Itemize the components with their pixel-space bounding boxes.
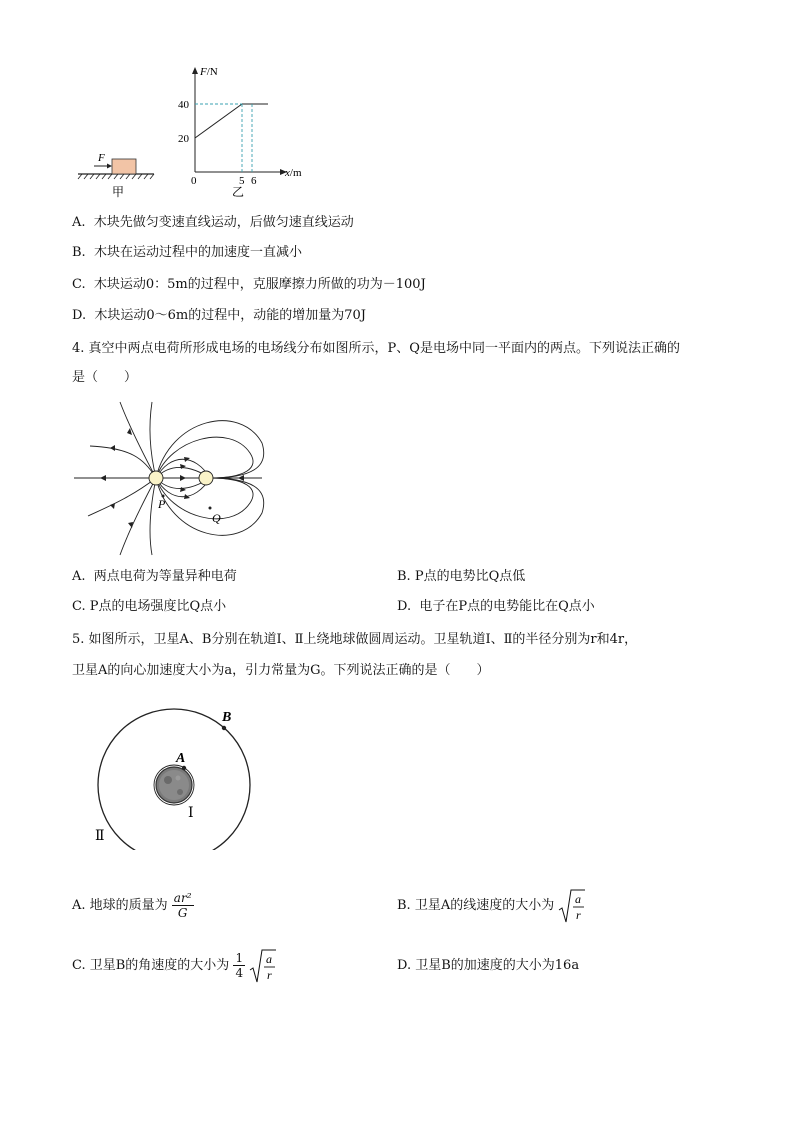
q4-stem-line2: 是（ ） bbox=[72, 370, 138, 385]
svg-text:x/m bbox=[284, 167, 302, 179]
orbit-1-label: Ⅰ bbox=[188, 806, 194, 821]
satellite-a-label: A bbox=[176, 751, 186, 766]
q5-option-b: B. 卫星A的线速度的大小为 a r bbox=[397, 886, 586, 926]
q3-option-a: A. 木块先做匀变速直线运动，后做匀速直线运动 bbox=[72, 215, 354, 230]
q5-option-c: C. 卫星B的角速度的大小为 $\frac{1}{4}$ a r bbox=[72, 946, 277, 986]
q4-option-a: A. 两点电荷为等量异种电荷 bbox=[72, 569, 237, 584]
q5-option-a: A. 地球的质量为 $\frac{\text{ar²}}{G}$ bbox=[72, 891, 192, 920]
svg-text:r: r bbox=[576, 907, 582, 922]
block-on-ground-figure bbox=[78, 152, 154, 199]
x-axis-label-x: x bbox=[285, 167, 290, 179]
q5-stem-line1: 5. 如图所示，卫星A、B分别在轨道Ⅰ、Ⅱ上绕地球做圆周运动。卫星轨道Ⅰ、Ⅱ的半径分别为r和4r， bbox=[72, 632, 638, 647]
label-yi: 乙 bbox=[232, 185, 245, 199]
orbit-diagram bbox=[90, 700, 270, 850]
orbit-2-label: Ⅱ bbox=[95, 829, 105, 844]
y-axis-arrow-icon bbox=[192, 67, 198, 74]
q4-field-lines-figure bbox=[70, 398, 270, 558]
x-axis-label-unit: /m bbox=[289, 167, 302, 179]
sqrt-symbol-icon bbox=[249, 948, 277, 984]
q5-option-d: D. 卫星B的加速度的大小为16a bbox=[397, 958, 580, 973]
q5-stem-line2: 卫星A的向心加速度大小为a，引力常量为G。下列说法正确的是（ ） bbox=[72, 663, 490, 678]
svg-text:F/N bbox=[199, 66, 218, 78]
x-tick-0: 0 bbox=[191, 175, 197, 187]
svg-text:a: a bbox=[266, 951, 273, 966]
q3-option-d: D. 木块运动0～6m的过程中，动能的增加量为70J bbox=[72, 308, 366, 323]
y-axis-label-f: F bbox=[200, 66, 207, 78]
force-arrow-icon bbox=[107, 164, 112, 169]
q3-diagram bbox=[70, 60, 330, 200]
q3-option-c: C. 木块运动0：5m的过程中，克服摩擦力所做的功为－100J bbox=[72, 277, 426, 292]
q4-option-d: D. 电子在P点的电势能比在Q点小 bbox=[397, 599, 595, 614]
wooden-block bbox=[112, 159, 136, 174]
force-displacement-graph bbox=[178, 66, 302, 199]
point-p-label: P bbox=[158, 497, 166, 511]
q4-option-b: B. P点的电势比Q点低 bbox=[397, 569, 526, 584]
satellite-b bbox=[222, 726, 226, 730]
q3-option-b: B. 木块在运动过程中的加速度一直减小 bbox=[72, 245, 302, 260]
field-lines-diagram bbox=[70, 398, 270, 558]
label-jia: 甲 bbox=[112, 185, 125, 199]
force-line-rising bbox=[195, 104, 242, 138]
x-tick-6: 6 bbox=[251, 175, 257, 187]
q5-orbit-figure bbox=[90, 700, 270, 850]
coefficient-fraction: $\frac{1}{4}$ bbox=[235, 951, 244, 980]
svg-text:r: r bbox=[267, 967, 272, 982]
satellite-a bbox=[182, 766, 186, 770]
q4-option-c: C. P点的电场强度比Q点小 bbox=[72, 599, 227, 614]
right-point-charge bbox=[199, 471, 213, 485]
y-axis-label-unit: /N bbox=[206, 66, 218, 78]
y-tick-40: 40 bbox=[178, 99, 189, 111]
q3-figure bbox=[70, 60, 330, 200]
left-point-charge bbox=[149, 471, 163, 485]
q4-stem-line1: 4. 真空中两点电荷所形成电场的电场线分布如图所示，P、Q是电场中同一平面内的两点。下列说法正确的 bbox=[72, 341, 680, 356]
satellite-b-label: B bbox=[222, 710, 232, 725]
x-tick-5: 5 bbox=[239, 175, 245, 187]
mass-fraction: $\frac{\text{ar²}}{G}$ bbox=[173, 891, 192, 920]
y-tick-20: 20 bbox=[178, 133, 189, 145]
sqrt-symbol-icon bbox=[558, 888, 586, 924]
svg-text:a: a bbox=[575, 891, 582, 906]
force-label: F bbox=[98, 152, 105, 164]
point-q-label: Q bbox=[212, 511, 221, 525]
